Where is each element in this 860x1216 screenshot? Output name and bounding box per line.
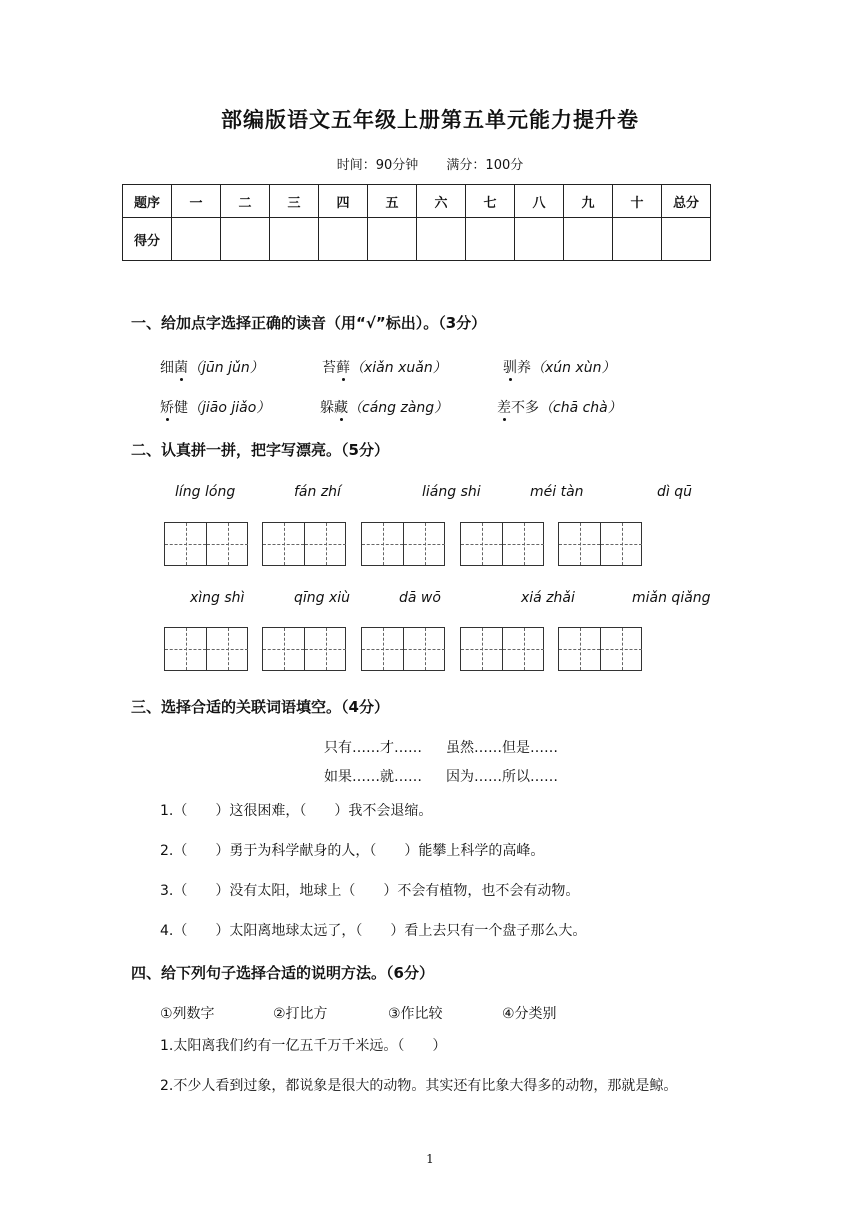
conjunction-option: 因为……所以…… <box>446 769 558 785</box>
writing-grid[interactable] <box>164 627 248 671</box>
score-cell[interactable] <box>466 218 515 261</box>
pinyin-label: dì qū <box>657 484 692 500</box>
score-cell[interactable] <box>662 218 711 261</box>
pinyin-label: qīng xiù <box>294 590 351 606</box>
score-table-header: 六 <box>417 185 466 218</box>
score-table-header: 二 <box>221 185 270 218</box>
pinyin-label: méi tàn <box>530 484 584 500</box>
writing-grid[interactable] <box>262 627 346 671</box>
score-table-header: 四 <box>319 185 368 218</box>
q1-item: 躲藏（cáng zàng） <box>320 400 449 416</box>
writing-grid[interactable] <box>262 522 346 566</box>
score-cell[interactable] <box>172 218 221 261</box>
score-table-score-row <box>123 218 711 261</box>
dotted-char: 藓 <box>336 360 350 376</box>
score-table-header: 七 <box>466 185 515 218</box>
score-table <box>122 184 711 261</box>
writing-grid[interactable] <box>558 627 642 671</box>
pinyin-label: xìng shì <box>190 590 245 606</box>
pinyin-label: miǎn qiǎng <box>632 590 711 606</box>
score-cell[interactable] <box>515 218 564 261</box>
writing-grid[interactable] <box>460 627 544 671</box>
q4-item: 1.太阳离我们约有一亿五千万千米远。（ ） <box>160 1038 447 1054</box>
score-table-header-row <box>123 185 711 218</box>
score-table-header: 五 <box>368 185 417 218</box>
pinyin-options: （cáng zàng） <box>348 400 449 416</box>
q1-item: 差不多（chā chà） <box>497 400 622 416</box>
score-cell[interactable] <box>221 218 270 261</box>
pinyin-label: xiá zhǎi <box>521 590 575 606</box>
score-table-header: 题序 <box>123 185 172 218</box>
pinyin-label: liáng shi <box>422 484 481 500</box>
q3-item: 4.（ ）太阳离地球太远了，（ ）看上去只有一个盘子那么大。 <box>160 923 587 939</box>
q1-item: 驯养（xún xùn） <box>503 360 616 376</box>
writing-grid[interactable] <box>460 522 544 566</box>
dotted-char: 藏 <box>334 400 348 416</box>
q4-item: 2.不少人看到过象，都说象是很大的动物。其实还有比象大得多的动物，那就是鲸。 <box>160 1078 678 1094</box>
writing-grid[interactable] <box>558 522 642 566</box>
q1-heading: 一、给加点字选择正确的读音（用“√”标出）。（3分） <box>131 314 487 332</box>
pinyin-options: （chā chà） <box>539 400 622 416</box>
conjunction-option: 虽然……但是…… <box>446 740 558 756</box>
conjunction-option: 如果……就…… <box>324 769 422 785</box>
method-option: ①列数字 <box>160 1006 215 1022</box>
pinyin-label: fán zhí <box>294 484 341 500</box>
method-option: ④分类别 <box>502 1006 557 1022</box>
dotted-char: 驯 <box>503 360 517 376</box>
q3-heading: 三、选择合适的关联词语填空。（4分） <box>131 698 389 716</box>
exam-info <box>0 154 860 173</box>
pinyin-options: （xiǎn xuǎn） <box>350 360 447 376</box>
score-cell[interactable] <box>319 218 368 261</box>
q4-heading: 四、给下列句子选择合适的说明方法。（6分） <box>131 964 434 982</box>
dotted-char: 矫 <box>160 400 174 416</box>
score-table-header: 总分 <box>662 185 711 218</box>
q3-item: 3.（ ）没有太阳，地球上（ ）不会有植物，也不会有动物。 <box>160 883 580 899</box>
score-table-header: 三 <box>270 185 319 218</box>
score-cell[interactable] <box>368 218 417 261</box>
pinyin-options: （jiāo jiǎo） <box>188 400 271 416</box>
q1-item: 苔藓（xiǎn xuǎn） <box>322 360 447 376</box>
method-option: ②打比方 <box>273 1006 328 1022</box>
score-cell[interactable] <box>417 218 466 261</box>
pinyin-label: dā wō <box>399 590 441 606</box>
pinyin-options: （jūn jǔn） <box>188 360 264 376</box>
score-table-header: 九 <box>564 185 613 218</box>
q2-heading: 二、认真拼一拼，把字写漂亮。（5分） <box>131 441 389 459</box>
q3-item: 2.（ ）勇于为科学献身的人，（ ）能攀上科学的高峰。 <box>160 843 545 859</box>
q1-item: 细菌（jūn jǔn） <box>160 360 264 376</box>
writing-grid[interactable] <box>361 627 445 671</box>
q3-item: 1.（ ）这很困难，（ ）我不会退缩。 <box>160 803 433 819</box>
writing-grid[interactable] <box>164 522 248 566</box>
score-cell[interactable] <box>564 218 613 261</box>
writing-grid[interactable] <box>361 522 445 566</box>
page-title: 部编版语文五年级上册第五单元能力提升卷 <box>221 108 639 132</box>
full-score: 满分：100分 <box>446 158 524 173</box>
score-cell[interactable] <box>613 218 662 261</box>
score-table-header: 十 <box>613 185 662 218</box>
dotted-char: 差 <box>497 400 511 416</box>
time-limit: 时间：90分钟 <box>336 158 419 173</box>
conjunction-option: 只有……才…… <box>324 740 422 756</box>
pinyin-options: （xún xùn） <box>531 360 616 376</box>
score-row-label: 得分 <box>123 218 172 261</box>
page-number: 1 <box>426 1152 434 1166</box>
score-cell[interactable] <box>270 218 319 261</box>
q1-item: 矫健（jiāo jiǎo） <box>160 400 271 416</box>
pinyin-label: líng lóng <box>175 484 236 500</box>
method-option: ③作比较 <box>388 1006 443 1022</box>
score-table-header: 一 <box>172 185 221 218</box>
score-table-header: 八 <box>515 185 564 218</box>
dotted-char: 菌 <box>174 360 188 376</box>
